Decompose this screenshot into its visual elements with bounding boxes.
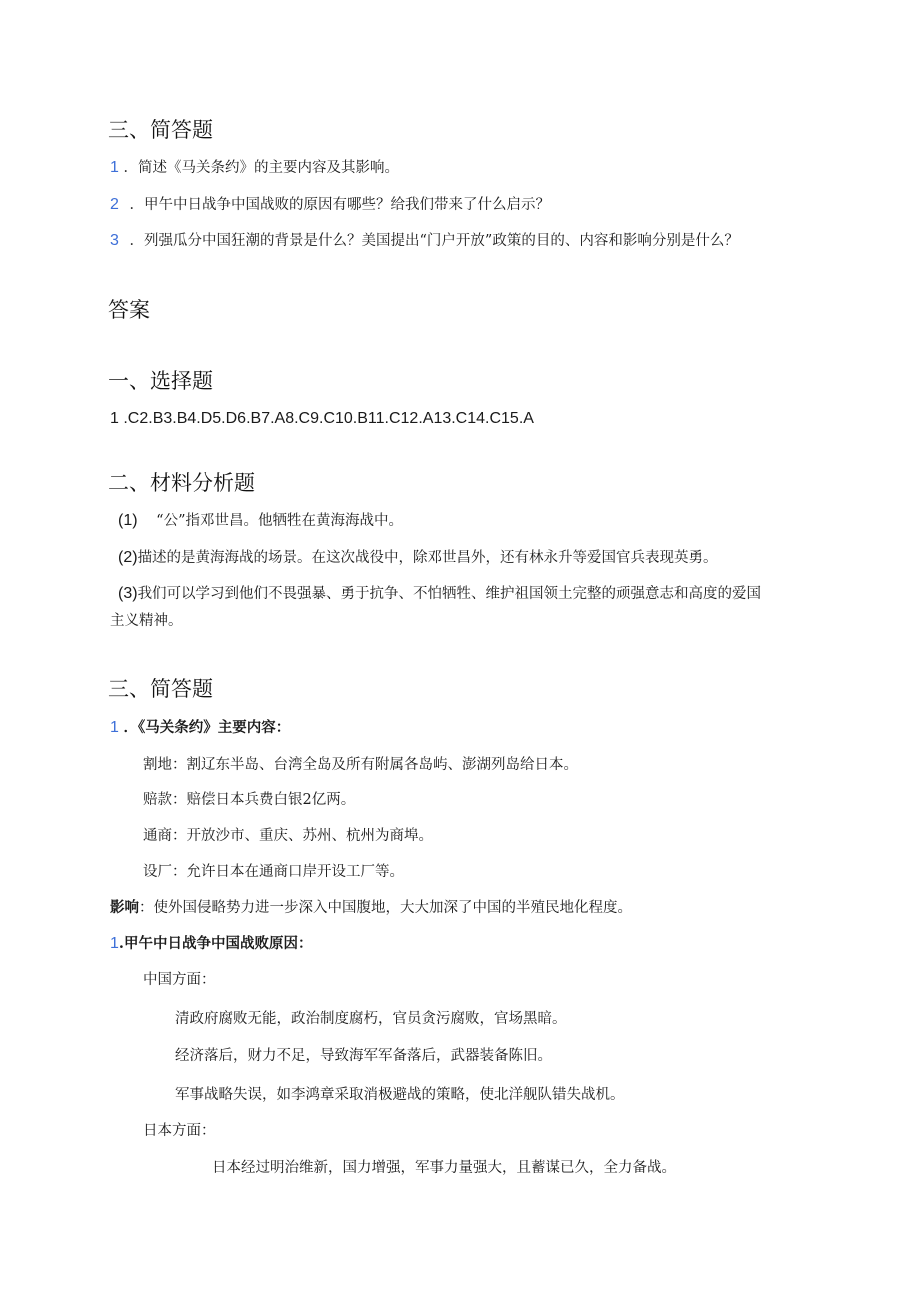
answer-q2-label: [110, 934, 312, 954]
section-heading-short-answer: 三、简答题: [108, 118, 213, 142]
china-reason-item: 清政府腐败无能，政治制度腐朽，官员贪污腐败，官场黑暗。: [175, 1011, 567, 1027]
question-number: 3: [110, 232, 119, 249]
answer-number: (3): [118, 585, 138, 602]
answer-text-continuation: 主义精神。: [110, 613, 183, 629]
japan-aspect-label: 日本方面：: [143, 1123, 216, 1139]
china-aspect-label: 中国方面：: [143, 972, 216, 988]
answer-text: “公”指邓世昌。他牺牲在黄海海战中。: [156, 513, 403, 529]
treaty-item: 通商：开放沙市、重庆、苏州、杭州为商埠。: [143, 828, 433, 844]
choice-answers-line: 1 .C2.B3.B4.D5.D6.B7.A8.C9.C10.B11.C12.A13.C14.C15.A: [110, 410, 534, 427]
answer-text: 我们可以学习到他们不畏强暴、勇于抗争、不怕牺牲、维护祖国领土完整的顽强意志和高度的爱国: [137, 586, 762, 602]
answer-q1-label: [110, 718, 290, 738]
influence-text: ：使外国侵略势力进一步深入中国腹地，大大加深了中国的半殖民地化程度。: [139, 900, 632, 916]
answer-number: (2): [118, 549, 138, 566]
treaty-item: 割地：割辽东半岛、台湾全岛及所有附属各岛屿、澎湖列岛给日本。: [143, 757, 578, 773]
question-text: ．简述《马关条约》的主要内容及其影响。: [123, 160, 400, 176]
material-answer-item: [118, 548, 718, 568]
question-item: [110, 158, 399, 178]
answer-number: 1: [110, 719, 119, 736]
treaty-item: 赔款：赔偿日本兵费白银2亿两。: [143, 792, 356, 808]
question-number: 2: [110, 196, 119, 213]
influence-label: 影响: [110, 899, 139, 916]
answer-label: .甲午中日战争中国战败原因：: [118, 935, 313, 952]
answer-number: (1): [118, 512, 138, 529]
answer-text: 描述的是黄海海战的场景。在这次战役中，除邓世昌外，还有林永升等爱国官兵表现英勇。: [137, 550, 718, 566]
question-item: [110, 195, 550, 215]
answers-title: 答案: [108, 298, 150, 322]
question-item: [110, 231, 739, 251]
material-answer-item: [118, 511, 403, 531]
answer-number: 1: [110, 935, 119, 952]
question-number: 1: [110, 159, 119, 176]
influence-line: [110, 898, 632, 918]
japan-reason-item: 日本经过明治维新，国力增强，军事力量强大，且蓄谋已久，全力备战。: [212, 1160, 676, 1176]
china-reason-item: 经济落后，财力不足，导致海军军备落后，武器装备陈旧。: [175, 1048, 552, 1064]
question-text: ．甲午中日战争中国战败的原因有哪些？给我们带来了什么启示？: [129, 197, 551, 213]
answer-label: ．《马关条约》主要内容：: [123, 719, 291, 736]
section-heading-choice: 一、选择题: [108, 369, 213, 393]
material-answer-item: [118, 584, 761, 604]
section-heading-short-answer-answers: 三、简答题: [108, 677, 213, 701]
treaty-item: 设厂：允许日本在通商口岸开设工厂等。: [143, 864, 404, 880]
question-text: ．列强瓜分中国狂潮的背景是什么？美国提出“门户开放”政策的目的、内容和影响分别是什么？: [129, 233, 739, 249]
china-reason-item: 军事战略失误，如李鸿章采取消极避战的策略，使北洋舰队错失战机。: [175, 1087, 625, 1103]
section-heading-material: 二、材料分析题: [108, 471, 255, 495]
